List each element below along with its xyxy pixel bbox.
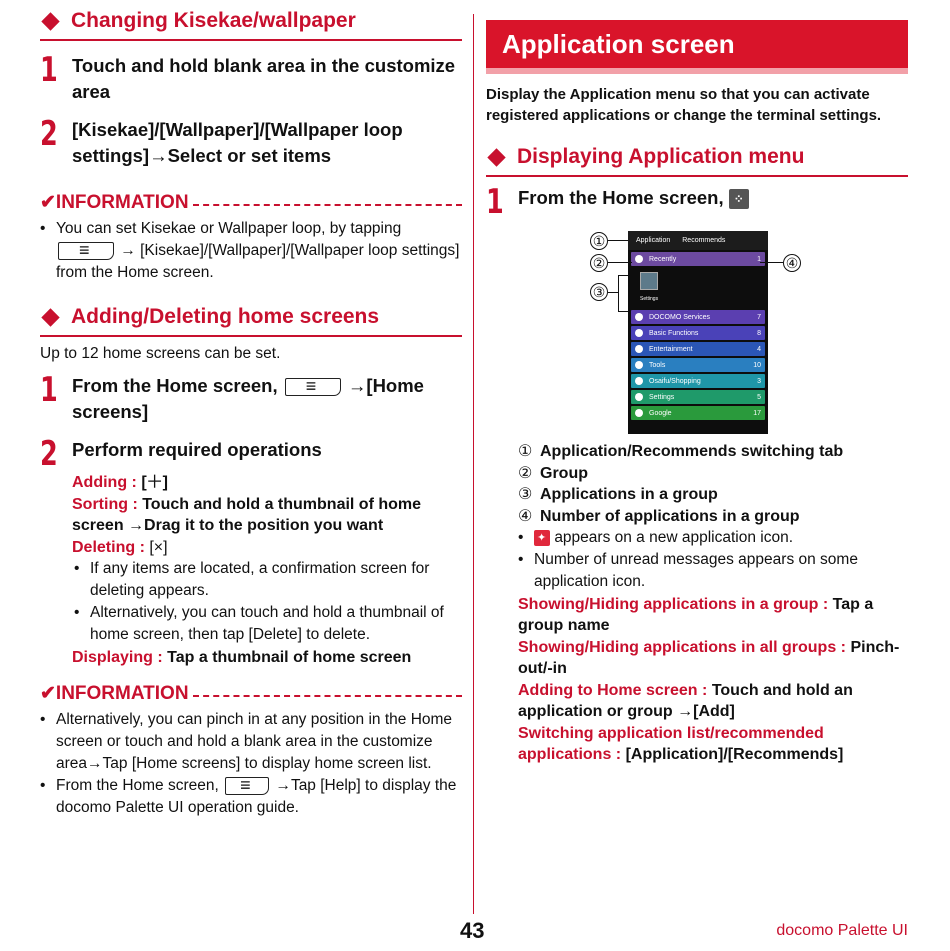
expand-icon [635,393,643,401]
tab-recommends: Recommends [682,237,726,244]
information-bullet: • From the Home screen, ≡ →Tap [Help] to display the docomo Palette UI operation guide. [40,775,462,819]
group-row: Entertainment 4 [631,342,765,356]
op-deleting: Deleting : [×] [72,539,168,556]
information-bullets [40,709,462,819]
operations-list [40,472,462,668]
page-number: 43 [460,918,485,943]
menu-key-icon [225,777,269,795]
op-show-hide-group: Showing/Hiding applications in a group : Tap a group name [518,596,874,634]
information-bullets [40,218,462,284]
legend-item: ④ Number of applications in a group [518,507,800,525]
legend-item: ① Application/Recommends switching tab [518,443,844,460]
new-app-icon [534,530,550,546]
kisekae-step-2 [40,114,462,169]
note-bullet: • Number of unread messages appears on some application icon. [518,551,858,590]
collapse-icon [635,255,643,263]
step-number: 2 [40,434,58,474]
group-row: Tools 10 [631,358,765,372]
expand-icon [635,345,643,353]
step-number: 1 [40,370,58,410]
information-header: ✔INFORMATION [40,682,462,705]
diamond-icon [487,148,505,166]
right-column [486,0,908,222]
tab-application: Application [636,237,671,244]
step-text: [Kisekae]/[Wallpaper]/[Wallpaper loop settings]→Select or set items [72,119,403,166]
group-row: Google 17 [631,406,765,420]
home-screens-step-1: 1 From the Home screen, ≡ →[Home screens] [40,373,462,425]
op-sorting: Sorting : Touch and hold a thumbnail of home screen →Drag it to the position you want [72,496,422,534]
column-divider [473,14,474,914]
expand-icon [635,409,643,417]
apps-in-group: Settings [631,268,765,308]
information-bullet: • You can set Kisekae or Wallpaper loop, by tapping ≡ → [Kisekae]/[Wallpaper]/[Wallpaper loop settings] from the Home screen. [40,218,462,284]
step-number: 2 [40,114,58,154]
settings-app-icon [640,272,658,290]
home-screens-heading: Adding/Deleting home screens [40,304,462,337]
op-add-home: Adding to Home screen : Touch and hold an application or group →[Add] [518,682,853,720]
expand-icon [635,377,643,385]
menu-key-icon [285,378,341,396]
callout-2: ② [590,254,608,272]
application-step-1: 1 From the Home screen, ⁘ [486,185,908,219]
expand-icon [635,329,643,337]
legend-item: ③ Applications in a group [518,486,718,503]
group-row: Settings 5 [631,390,765,404]
expand-icon [635,361,643,369]
home-screens-intro: Up to 12 home screens can be set. [40,345,281,362]
application-screen-banner: Application screen [486,20,908,74]
app-menu-icon [729,189,749,209]
legend-and-notes [518,441,910,765]
callout-1: ① [590,232,608,250]
sub-bullet: • If any items are located, a confirmation screen for deleting appears. [74,560,430,599]
op-show-hide-all: Showing/Hiding applications in all groups : Pinch-out/-in [518,639,900,677]
diamond-icon [41,12,59,30]
information-bullet: • Alternatively, you can pinch in at any position in the Home screen or touch and hold a blank area in the customize area→Tap [Home screens] to display home screen list. [40,711,453,772]
left-column [40,0,462,819]
switch-tabs [628,231,768,250]
menu-key-icon [58,242,114,260]
group-recently: Recently 1 [631,252,765,266]
application-intro: Display the Application menu so that you can activate registered applications or change the terminal settings. [486,86,882,124]
information-header: ✔INFORMATION [40,191,462,214]
op-displaying: Displaying : Tap a thumbnail of home screen [72,649,412,666]
step-number: 1 [40,50,58,90]
dashed-rule [193,695,462,697]
kisekae-step-1 [40,50,462,105]
callout-3: ③ [590,283,608,301]
op-switch-list: Switching application list/recommended applications : [Application]/[Recommends] [518,725,844,763]
group-row: Osaifu/Shopping 3 [631,374,765,388]
step-number: 1 [486,182,504,222]
kisekae-heading: Changing Kisekae/wallpaper [40,8,462,41]
dashed-rule [193,204,462,206]
group-row: DOCOMO Services 7 [631,310,765,324]
callout-4: ④ [783,254,801,272]
footer-brand: docomo Palette UI [776,922,908,939]
note-bullet: • ✦ appears on a new application icon. [518,527,910,549]
expand-icon [635,313,643,321]
sub-bullet: • Alternatively, you can touch and hold a thumbnail of home screen, then tap [Delete] to delete. [74,604,444,643]
step-text: Touch and hold blank area in the customize area [72,55,456,102]
op-adding: Adding : [＋] [72,474,168,491]
home-screens-step-2: 2 Perform required operations [40,434,322,474]
legend-item: ② Group [518,464,588,482]
application-menu-screenshot [628,231,768,434]
application-menu-heading: Displaying Application menu [486,144,908,177]
group-list [628,310,768,420]
group-row: Basic Functions 8 [631,326,765,340]
diamond-icon [41,308,59,326]
